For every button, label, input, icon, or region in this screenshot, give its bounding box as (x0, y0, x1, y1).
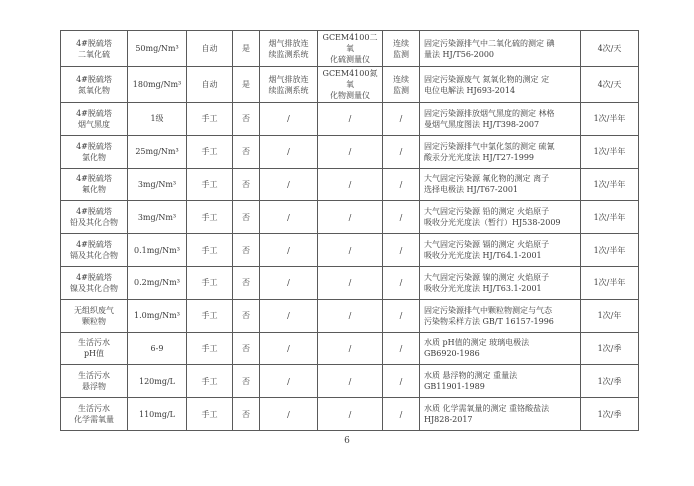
networked-cell: 否 (233, 299, 260, 332)
instrument-cell: / (318, 299, 383, 332)
system-cell: / (260, 332, 318, 365)
page-number: 6 (344, 436, 350, 446)
frequency-note-cell: / (383, 135, 420, 168)
frequency-note-cell: / (383, 201, 420, 234)
networked-cell: 否 (233, 168, 260, 201)
frequency-cell: 1次/年 (581, 299, 639, 332)
limit-cell: 25mg/Nm³ (128, 135, 187, 168)
networked-cell: 否 (233, 103, 260, 136)
instrument-cell: / (318, 332, 383, 365)
method-cell: 固定污染源排气中二氧化硫的测定 碘 量法 HJ/T56-2000 (420, 31, 581, 67)
method-cell: 水质 悬浮物的测定 重量法 GB11901-1989 (420, 365, 581, 398)
instrument-cell: / (318, 266, 383, 299)
item-cell: 4#脱硫塔 氟化物 (61, 168, 128, 201)
mode-cell: 手工 (187, 135, 233, 168)
system-cell: 烟气排放连 续监测系统 (260, 67, 318, 103)
system-cell: / (260, 398, 318, 431)
method-cell: 固定污染源排气中氯化氢的测定 硫氰 酸汞分光光度法 HJ/T27-1999 (420, 135, 581, 168)
mode-cell: 手工 (187, 168, 233, 201)
table-row (61, 299, 639, 332)
limit-cell: 120mg/L (128, 365, 187, 398)
method-cell: 大气固定污染源 镍的测定 火焰原子 吸收分光光度法 HJ/T63.1-2001 (420, 266, 581, 299)
instrument-cell: / (318, 135, 383, 168)
instrument-cell: / (318, 398, 383, 431)
frequency-cell: 1次/半年 (581, 234, 639, 267)
frequency-note-cell: 连续 监测 (383, 67, 420, 103)
table-row (61, 234, 639, 267)
method-cell: 大气固定污染源 氟化物的测定 离子 选择电极法 HJ/T67-2001 (420, 168, 581, 201)
limit-cell: 50mg/Nm³ (128, 31, 187, 67)
system-cell: / (260, 365, 318, 398)
frequency-cell: 1次/半年 (581, 201, 639, 234)
frequency-note-cell: / (383, 365, 420, 398)
table-row (61, 67, 639, 103)
instrument-cell: / (318, 234, 383, 267)
system-cell: / (260, 135, 318, 168)
limit-cell: 0.2mg/Nm³ (128, 266, 187, 299)
limit-cell: 1级 (128, 103, 187, 136)
item-cell: 4#脱硫塔 镉及其化合物 (61, 234, 128, 267)
table-row (61, 365, 639, 398)
networked-cell: 否 (233, 135, 260, 168)
limit-cell: 180mg/Nm³ (128, 67, 187, 103)
mode-cell: 手工 (187, 266, 233, 299)
item-cell: 4#脱硫塔 镍及其化合物 (61, 266, 128, 299)
mode-cell: 手工 (187, 365, 233, 398)
instrument-cell: / (318, 201, 383, 234)
frequency-cell: 1次/季 (581, 332, 639, 365)
system-cell: / (260, 299, 318, 332)
networked-cell: 否 (233, 365, 260, 398)
system-cell: 烟气排放连 续监测系统 (260, 31, 318, 67)
method-cell: 水质 化学需氧量的测定 重铬酸盐法 HJ828-2017 (420, 398, 581, 431)
frequency-note-cell: / (383, 266, 420, 299)
method-cell: 大气固定污染源 铅的测定 火焰原子 吸收分光光度法（暂行）HJ538-2009 (420, 201, 581, 234)
system-cell: / (260, 201, 318, 234)
table-row (61, 103, 639, 136)
limit-cell: 6-9 (128, 332, 187, 365)
instrument-cell: / (318, 365, 383, 398)
mode-cell: 手工 (187, 103, 233, 136)
mode-cell: 自动 (187, 67, 233, 103)
item-cell: 4#脱硫塔 氯化物 (61, 135, 128, 168)
item-cell: 生活污水 pH值 (61, 332, 128, 365)
networked-cell: 是 (233, 67, 260, 103)
table-row (61, 266, 639, 299)
instrument-cell: / (318, 103, 383, 136)
frequency-note-cell: / (383, 234, 420, 267)
method-cell: 固定污染源排放烟气黑度的测定 林格 曼烟气黑度图法 HJ/T398-2007 (420, 103, 581, 136)
frequency-cell: 1次/季 (581, 398, 639, 431)
table-row (61, 398, 639, 431)
instrument-cell: GCEM4100二氧 化硫测量仪 (318, 31, 383, 67)
frequency-note-cell: / (383, 103, 420, 136)
frequency-cell: 1次/半年 (581, 135, 639, 168)
limit-cell: 3mg/Nm³ (128, 168, 187, 201)
limit-cell: 0.1mg/Nm³ (128, 234, 187, 267)
mode-cell: 手工 (187, 332, 233, 365)
frequency-cell: 1次/半年 (581, 103, 639, 136)
networked-cell: 否 (233, 234, 260, 267)
method-cell: 固定污染源废气 氮氧化物的测定 定 电位电解法 HJ693-2014 (420, 67, 581, 103)
system-cell: / (260, 234, 318, 267)
frequency-cell: 1次/半年 (581, 168, 639, 201)
networked-cell: 否 (233, 266, 260, 299)
item-cell: 4#脱硫塔 铅及其化合物 (61, 201, 128, 234)
mode-cell: 手工 (187, 398, 233, 431)
frequency-note-cell: 连续 监测 (383, 31, 420, 67)
frequency-cell: 1次/季 (581, 365, 639, 398)
instrument-cell: / (318, 168, 383, 201)
item-cell: 生活污水 悬浮物 (61, 365, 128, 398)
item-cell: 4#脱硫塔 烟气黑度 (61, 103, 128, 136)
mode-cell: 自动 (187, 31, 233, 67)
instrument-cell: GCEM4100氮氧 化物测量仪 (318, 67, 383, 103)
networked-cell: 是 (233, 31, 260, 67)
item-cell: 无组织废气 颗粒物 (61, 299, 128, 332)
frequency-note-cell: / (383, 168, 420, 201)
table-row (61, 168, 639, 201)
frequency-note-cell: / (383, 332, 420, 365)
networked-cell: 否 (233, 201, 260, 234)
monitoring-table (60, 30, 639, 431)
table-row (61, 31, 639, 67)
table-row (61, 135, 639, 168)
mode-cell: 手工 (187, 201, 233, 234)
mode-cell: 手工 (187, 299, 233, 332)
limit-cell: 3mg/Nm³ (128, 201, 187, 234)
mode-cell: 手工 (187, 234, 233, 267)
table-body (61, 31, 639, 431)
method-cell: 固定污染源排气中颗粒物测定与气态 污染物采样方法 GB/T 16157-1996 (420, 299, 581, 332)
frequency-note-cell: / (383, 299, 420, 332)
item-cell: 生活污水 化学需氧量 (61, 398, 128, 431)
item-cell: 4#脱硫塔 氮氧化物 (61, 67, 128, 103)
limit-cell: 1.0mg/Nm³ (128, 299, 187, 332)
item-cell: 4#脱硫塔 二氧化硫 (61, 31, 128, 67)
frequency-cell: 1次/半年 (581, 266, 639, 299)
networked-cell: 否 (233, 332, 260, 365)
table-row (61, 332, 639, 365)
frequency-cell: 4次/天 (581, 31, 639, 67)
system-cell: / (260, 103, 318, 136)
frequency-cell: 4次/天 (581, 67, 639, 103)
system-cell: / (260, 168, 318, 201)
method-cell: 水质 pH值的测定 玻璃电极法 GB6920-1986 (420, 332, 581, 365)
system-cell: / (260, 266, 318, 299)
limit-cell: 110mg/L (128, 398, 187, 431)
method-cell: 大气固定污染源 镉的测定 火焰原子 吸收分光光度法 HJ/T64.1-2001 (420, 234, 581, 267)
frequency-note-cell: / (383, 398, 420, 431)
networked-cell: 否 (233, 398, 260, 431)
table-row (61, 201, 639, 234)
